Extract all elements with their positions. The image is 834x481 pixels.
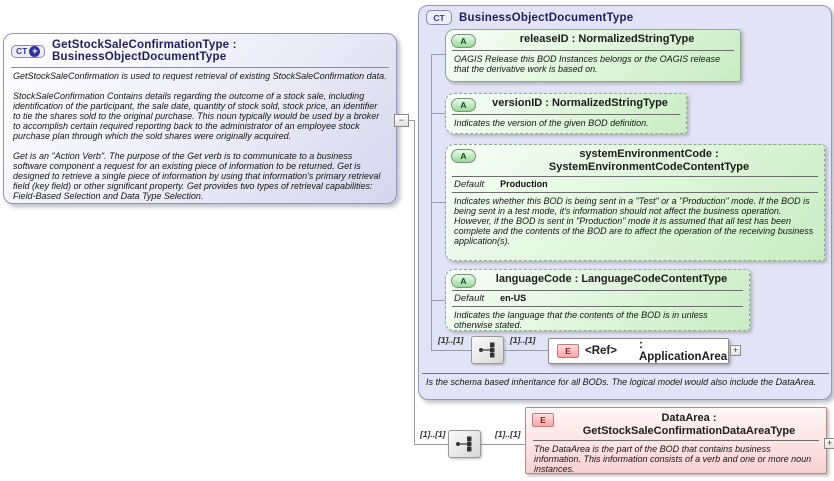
complextype-derived-icon: [11, 45, 45, 58]
connector-line: [431, 202, 445, 203]
divider: [452, 114, 680, 115]
expand-button[interactable]: +: [824, 438, 834, 449]
basetype-header: [419, 6, 831, 27]
header-divider: [11, 67, 389, 68]
complextype-annotation: [4, 71, 396, 201]
connector-line: [431, 113, 445, 114]
ct-icon-label: CT: [16, 46, 28, 56]
divider: [452, 50, 734, 51]
annotation-paragraph: StockSaleConfirmation Contains details regarding the outcome of a stock sale, including identification of the participant, the sale date, quantity of stock sold, stock price, an identifier to tie the shares sold to the original purchase. This noun typically would be used by a broker to accomplish certain required reporting back to the administrator of an employee stock purchase plan through which the sold shares were originally acquired.: [13, 91, 380, 141]
attribute-icon: A: [451, 274, 476, 288]
element-icon: E: [532, 413, 554, 427]
sequence-glyph: [454, 435, 476, 453]
element-ref-type: : ApplicationArea: [638, 339, 728, 363]
default-value: en-US: [500, 293, 527, 303]
complextype-box-businessobjectdocumenttype[interactable]: [418, 5, 832, 400]
annotation-paragraph: Get is an "Action Verb". The purpose of the Get verb is to communicate to a business software component a request for an existing piece of information to be returned. Get is designed to retrieve a single piece of information by using that information's primary retrieval field (key field) or other significant property. Get provides two types of retrieval capabilities: Field-Based Selection and Data Type Selection.: [13, 151, 381, 201]
connector-line: [431, 300, 445, 301]
sequence-glyph: [477, 341, 499, 359]
basetype-title: BusinessObjectDocumentType: [459, 11, 634, 24]
attribute-box-versionid[interactable]: [445, 93, 687, 134]
divider: [422, 373, 829, 374]
divider: [452, 306, 743, 307]
cardinality-label: [1]..[1]: [510, 335, 536, 345]
attribute-icon: A: [451, 149, 476, 163]
attribute-box-systemenvironmentcode[interactable]: [445, 144, 825, 261]
connector-line: [431, 350, 471, 351]
default-label: Default: [454, 293, 485, 304]
basetype-annotation: Is the schema based inheritance for all BODs. The logical model would also include the DataArea.: [426, 377, 817, 387]
element-icon: E: [557, 344, 579, 358]
default-row: [446, 292, 749, 305]
attribute-header: [446, 94, 686, 113]
expand-button[interactable]: +: [730, 345, 741, 356]
attribute-box-languagecode[interactable]: [445, 269, 750, 331]
attribute-box-releaseid[interactable]: [445, 29, 741, 82]
attribute-header: [446, 30, 740, 49]
element-ref-name: <Ref>: [585, 345, 617, 357]
default-label: Default: [454, 179, 485, 190]
complextype-title: GetStockSaleConfirmationType : BusinessObjectDocumentType: [52, 39, 237, 63]
connector-line: [504, 350, 548, 351]
element-annotation: The DataArea is the part of the BOD that contains business information. This information consists of a verb and one or more noun instances.: [534, 444, 812, 474]
attribute-icon: A: [451, 98, 476, 112]
attribute-annotation: Indicates the language that the contents of the BOD is in unless otherwise stated.: [454, 310, 708, 330]
element-box-dataarea[interactable]: [525, 407, 827, 474]
element-header: [526, 408, 826, 439]
derived-plus-badge: +: [29, 46, 40, 57]
divider: [452, 192, 818, 193]
default-value: Production: [500, 179, 548, 189]
sequence-compositor-icon[interactable]: [471, 336, 504, 364]
attribute-header: [446, 270, 749, 289]
annotation-paragraph: GetStockSaleConfirmation is used to request retrieval of existing StockSaleConfirmation data.: [13, 71, 387, 81]
connector-line: [414, 120, 415, 445]
sequence-compositor-icon[interactable]: [448, 430, 481, 458]
connector-line: [414, 444, 448, 445]
attribute-title: releaseID : NormalizedStringType: [519, 33, 695, 45]
complextype-box-getstocksaleconfirmationtype[interactable]: [3, 33, 397, 204]
attribute-annotation: OAGIS Release this BOD Instances belongs or the OAGIS release that the derivative work is based on.: [454, 54, 721, 74]
element-box-applicationarea-ref[interactable]: [548, 338, 729, 364]
collapse-button[interactable]: −: [394, 114, 409, 127]
cardinality-label: [1]..[1]: [438, 335, 464, 345]
attribute-icon: A: [451, 34, 476, 48]
element-title: DataArea : GetStockSaleConfirmationDataAreaType: [582, 412, 796, 437]
divider: [452, 176, 818, 177]
complextype-icon: CT: [426, 10, 452, 25]
divider: [533, 440, 819, 441]
cardinality-label: [1]..[1]: [420, 429, 446, 439]
default-row: [446, 178, 824, 191]
complextype-header: [4, 34, 396, 66]
connector-line: [431, 54, 445, 55]
divider: [452, 290, 743, 291]
attribute-annotation: Indicates the version of the given BOD definition.: [454, 118, 649, 128]
attribute-title: languageCode : LanguageCodeContentType: [495, 273, 728, 285]
attribute-title: versionID : NormalizedStringType: [492, 97, 668, 109]
attribute-annotation: Indicates whether this BOD is being sent in a "Test" or a "Production" mode. If the BOD is being sent in a test mode, it's information should not affect the business operation. However, if the BOD is sent in "Production" mode it is assumed that all test has been complete and the contents of the BOD are to affect the operation of the receiving business application(s).: [454, 196, 814, 246]
connector-line: [481, 444, 525, 445]
attribute-header: [446, 145, 824, 175]
attribute-title: systemEnvironmentCode : SystemEnvironmentCodeContentType: [548, 148, 750, 173]
cardinality-label: [1]..[1]: [495, 429, 521, 439]
